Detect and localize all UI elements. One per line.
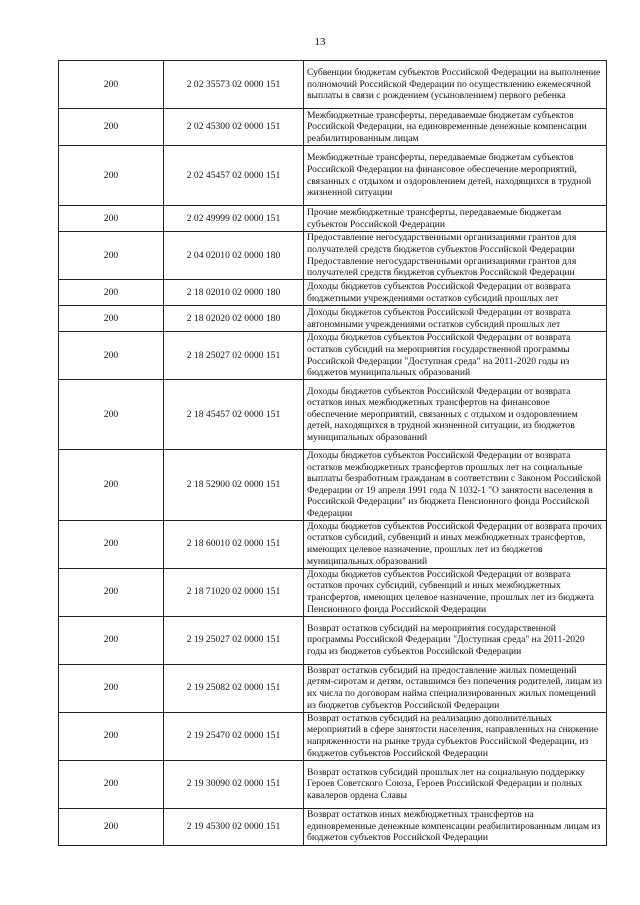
- admin-code-cell: 200: [59, 109, 164, 146]
- table-row: [59, 280, 607, 306]
- admin-code-cell: 200: [59, 280, 164, 306]
- table-row: [59, 146, 607, 206]
- budget-code-cell: 2 18 02020 02 0000 180: [164, 306, 304, 332]
- admin-code-cell: 200: [59, 760, 164, 808]
- description-cell: Возврат остатков субсидий прошлых лет на социальную поддержку Героев Советского Союза, Героев Российской Федерации и полных кавалеров ордена Славы: [304, 760, 607, 808]
- table-row: [59, 760, 607, 808]
- description-cell: Возврат остатков субсидий на мероприятия государственной программы Российской Федерации "Доступная среда" на 2011-2020 годы из бюджетов субъектов Российской Федерации: [304, 616, 607, 664]
- description-cell: Прочие межбюджетные трансферты, передаваемые бюджетам субъектов Российской Федерации: [304, 206, 607, 232]
- budget-code-cell: 2 19 45300 02 0000 151: [164, 808, 304, 845]
- description-cell: Доходы бюджетов субъектов Российской Федерации от возврата остатков межбюджетных трансфертов прошлых лет на социальные выплаты безработным гражданам в соответствии с Законом Российской Федерации от 19 апреля 1991 года N 1032-1 "О занятости населения в Российской Федерации" из бюджета Пенсионного фонда Российской Федерации: [304, 450, 607, 521]
- description-cell: Возврат остатков субсидий на предоставление жилых помещений детям-сиротам и детям, оставшимся без попечения родителей, лицам из их числа по договорам найма специализированных жилых помещений из бюджетов субъектов Российской Федерации: [304, 664, 607, 712]
- admin-code-cell: 200: [59, 450, 164, 521]
- table-row: [59, 808, 607, 845]
- description-cell: Предоставление негосударственными организациями грантов для получателей средств бюджетов субъектов Российской Федерации Предоставление негосударственными организациями грантов для получателей средств бюджетов субъектов Российской Федерации: [304, 232, 607, 280]
- budget-code-cell: 2 18 45457 02 0000 151: [164, 380, 304, 450]
- table-row: [59, 568, 607, 616]
- admin-code-cell: 200: [59, 616, 164, 664]
- budget-code-cell: 2 18 71020 02 0000 151: [164, 568, 304, 616]
- table-row: [59, 306, 607, 332]
- table-row: [59, 232, 607, 280]
- table-row: [59, 450, 607, 521]
- table-row: [59, 206, 607, 232]
- description-cell: Субвенции бюджетам субъектов Российской Федерации на выполнение полномочий Российской Федерации по осуществлению ежемесячной выплаты в связи с рождением (усыновлением) первого ребенка: [304, 61, 607, 109]
- description-cell: Доходы бюджетов субъектов Российской Федерации от возврата бюджетными учреждениями остатков субсидий прошлых лет: [304, 280, 607, 306]
- admin-code-cell: 200: [59, 146, 164, 206]
- budget-code-cell: 2 02 45457 02 0000 151: [164, 146, 304, 206]
- table-row: [59, 520, 607, 568]
- table-row: [59, 332, 607, 380]
- admin-code-cell: 200: [59, 332, 164, 380]
- description-cell: Возврат остатков иных межбюджетных трансфертов на единовременные денежные компенсации реабилитированным лицам из бюджетов субъектов Российской Федерации: [304, 808, 607, 845]
- description-cell: Доходы бюджетов субъектов Российской Федерации от возврата автономными учреждениями остатков субсидий прошлых лет: [304, 306, 607, 332]
- budget-classification-table: [58, 60, 607, 846]
- admin-code-cell: 200: [59, 664, 164, 712]
- budget-code-cell: 2 19 25082 02 0000 151: [164, 664, 304, 712]
- description-cell: Возврат остатков субсидий на реализацию дополнительных мероприятий в сфере занятости населения, направленных на снижение напряженности на рынке труда субъектов Российской Федерации, из бюджетов субъектов Российской Федерации: [304, 712, 607, 760]
- budget-code-cell: 2 04 02010 02 0000 180: [164, 232, 304, 280]
- table-row: [59, 61, 607, 109]
- description-cell: Доходы бюджетов субъектов Российской Федерации от возврата остатков субсидий на мероприятия государственной программы Российской Федерации "Доступная среда" на 2011-2020 годы из бюджетов муниципальных образований: [304, 332, 607, 380]
- admin-code-cell: 200: [59, 380, 164, 450]
- table-row: [59, 380, 607, 450]
- table-row: [59, 712, 607, 760]
- budget-code-cell: 2 19 25027 02 0000 151: [164, 616, 304, 664]
- description-cell: Межбюджетные трансферты, передаваемые бюджетам субъектов Российской Федерации на финансовое обеспечение мероприятий, связанных с отдыхом и оздоровлением детей, находящихся в трудной жизненной ситуации: [304, 146, 607, 206]
- admin-code-cell: 200: [59, 232, 164, 280]
- table-row: [59, 616, 607, 664]
- budget-code-cell: 2 18 60010 02 0000 151: [164, 520, 304, 568]
- admin-code-cell: 200: [59, 808, 164, 845]
- description-cell: Доходы бюджетов субъектов Российской Федерации от возврата остатков иных межбюджетных трансфертов на финансовое обеспечение мероприятий, связанных с отдыхом и оздоровлением детей, находящихся в трудной жизненной ситуации, из бюджетов муниципальных образований: [304, 380, 607, 450]
- table-row: [59, 664, 607, 712]
- description-cell: Межбюджетные трансферты, передаваемые бюджетам субъектов Российской Федерации, на единовременные денежные компенсации реабилитированным лицам: [304, 109, 607, 146]
- admin-code-cell: 200: [59, 712, 164, 760]
- description-cell: Доходы бюджетов субъектов Российской Федерации от возврата остатков прочих субсидий, субвенций и иных межбюджетных трансфертов, имеющих целевое назначение, прошлых лет из бюджета Пенсионного фонда Российской Федерации: [304, 568, 607, 616]
- budget-code-cell: 2 02 45300 02 0000 151: [164, 109, 304, 146]
- budget-code-cell: 2 19 25470 02 0000 151: [164, 712, 304, 760]
- admin-code-cell: 200: [59, 61, 164, 109]
- budget-code-cell: 2 18 52900 02 0000 151: [164, 450, 304, 521]
- admin-code-cell: 200: [59, 520, 164, 568]
- admin-code-cell: 200: [59, 568, 164, 616]
- budget-code-cell: 2 02 35573 02 0000 151: [164, 61, 304, 109]
- budget-code-cell: 2 19 30090 02 0000 151: [164, 760, 304, 808]
- budget-code-cell: 2 02 49999 02 0000 151: [164, 206, 304, 232]
- admin-code-cell: 200: [59, 306, 164, 332]
- budget-code-cell: 2 18 02010 02 0000 180: [164, 280, 304, 306]
- budget-code-cell: 2 18 25027 02 0000 151: [164, 332, 304, 380]
- admin-code-cell: 200: [59, 206, 164, 232]
- table-row: [59, 109, 607, 146]
- page-number: 13: [314, 36, 326, 48]
- description-cell: Доходы бюджетов субъектов Российской Федерации от возврата прочих остатков субсидий, субвенций и иных межбюджетных трансфертов, имеющих целевое назначение, прошлых лет из бюджетов муниципальных образований: [304, 520, 607, 568]
